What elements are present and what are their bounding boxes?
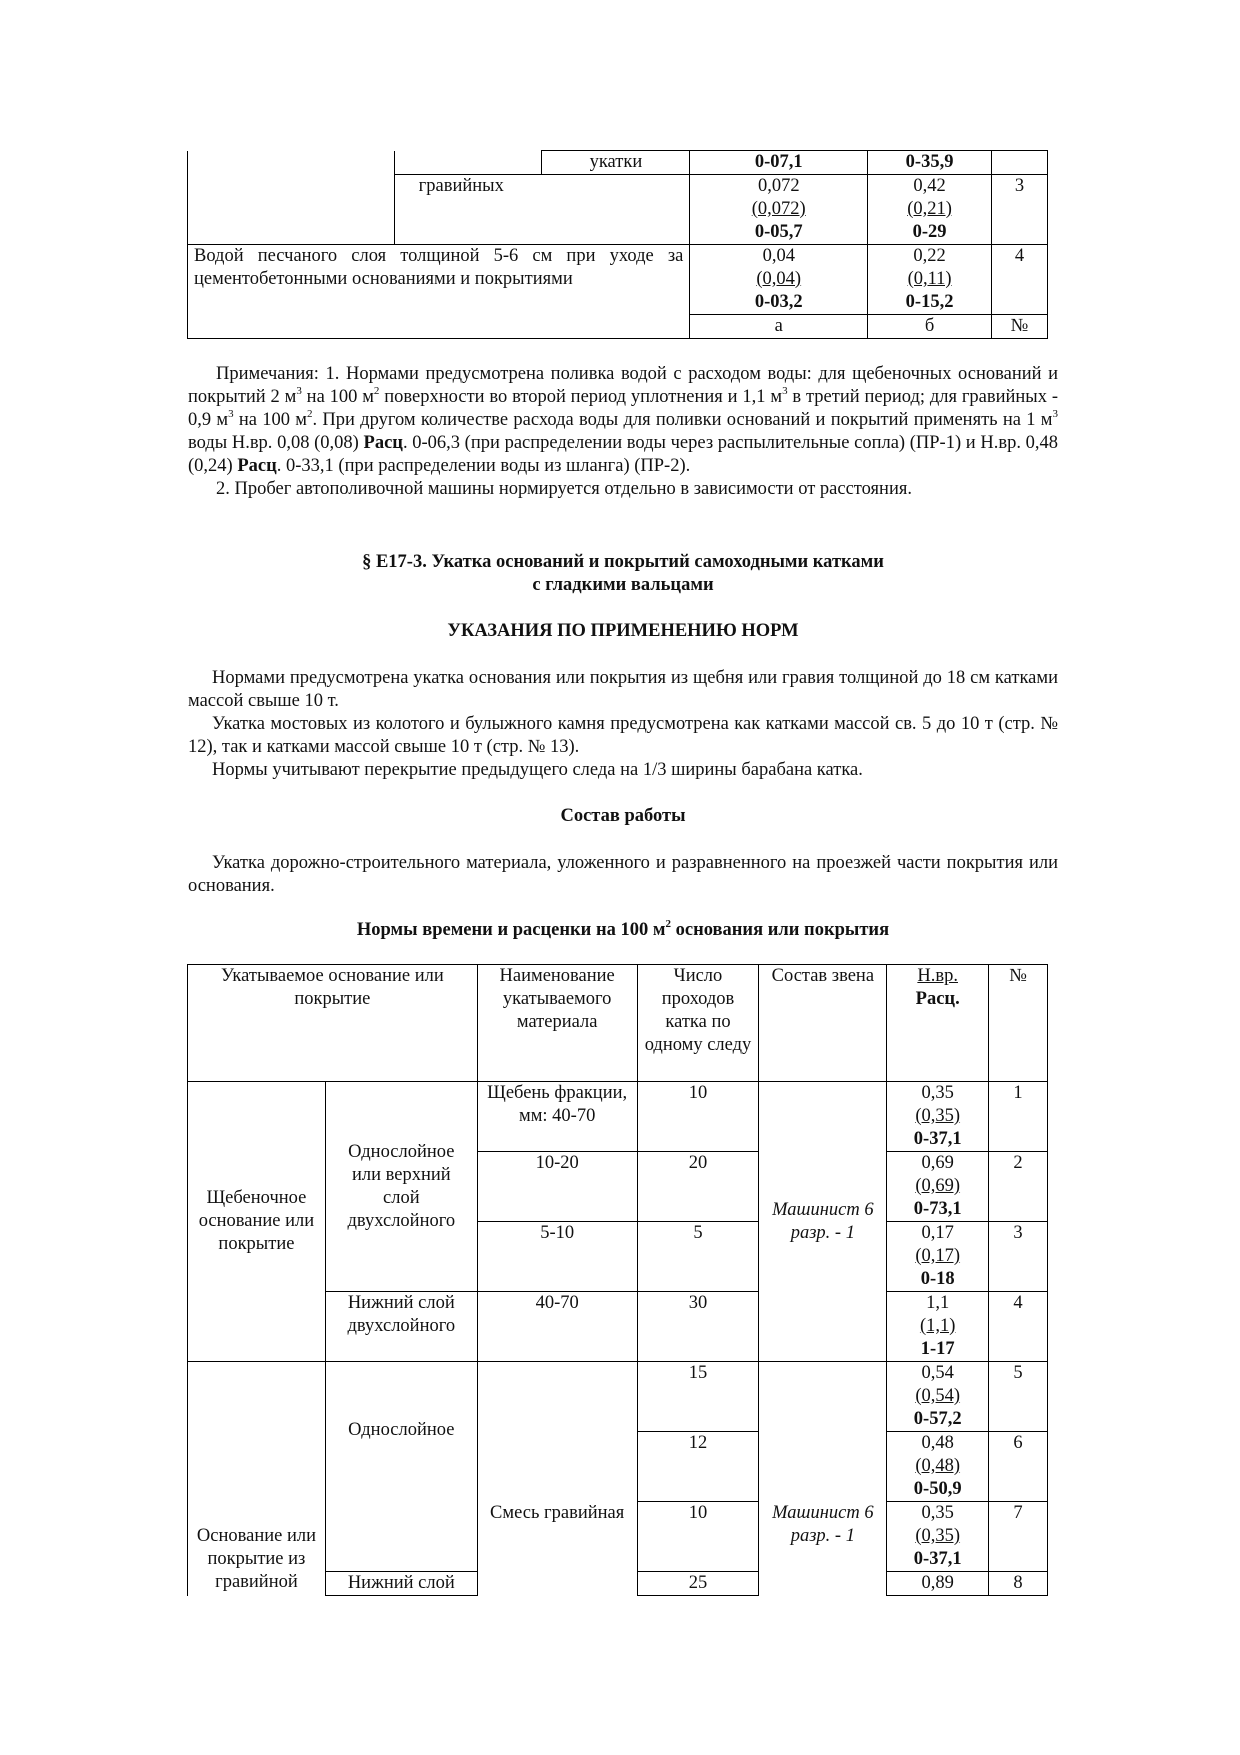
notes-block — [188, 363, 1058, 501]
nvr-value: 0,89 — [921, 1573, 954, 1593]
norm-cell — [887, 1152, 989, 1222]
row-label: укатки — [542, 151, 690, 175]
nvr-paren-value: (0,35) — [915, 1526, 961, 1546]
rasc-b: 0-35,9 — [868, 151, 992, 175]
subgroup-gravel-single: Однослойное — [325, 1362, 477, 1572]
norm-cell — [887, 1362, 989, 1432]
nvr-paren-value: (0,11) — [907, 269, 952, 289]
nvr-value: 1,1 — [926, 1293, 950, 1313]
row-label: гравийных — [394, 175, 690, 245]
material-cell: 40-70 — [477, 1292, 637, 1362]
row-number: 2 — [989, 1152, 1048, 1222]
nvr-value: 0,35 — [921, 1083, 954, 1103]
guidance-text — [188, 667, 1058, 782]
nvr-paren-value: (1,1) — [919, 1316, 956, 1336]
guidance-paragraph: Нормы учитывают перекрытие предыдущего следа на 1/3 ширины барабана катка. — [212, 760, 863, 780]
nvr-paren-value: (0,04) — [756, 269, 802, 289]
norms-heading: Нормы времени и расценки на 100 $м^2$ основания или покрытия — [356, 917, 890, 940]
row-number: 8 — [989, 1572, 1048, 1596]
table-cell-empty — [188, 315, 690, 339]
work-heading: Состав работы — [560, 806, 686, 826]
norm-cell — [887, 1082, 989, 1152]
row-number: 3 — [992, 175, 1048, 245]
rasc-value: 0-57,2 — [913, 1409, 962, 1429]
column-key-a: а — [690, 315, 868, 339]
header-rasc: Расц. — [915, 989, 960, 1009]
norm-cell — [887, 1222, 989, 1292]
rasc-value: 0-29 — [912, 222, 947, 242]
rasc-value: 0-37,1 — [913, 1549, 962, 1569]
guidance-paragraph: Укатка мостовых из колотого и булыжного камня предусмотрена как катками массой св. 5 до 10 т (стр. № 12), так и катками массой свыше 10 т (стр. № 13). — [188, 714, 1058, 757]
table-header-row — [188, 965, 1048, 1082]
header-passes: Число проходов катка по одному следу — [637, 965, 759, 1082]
row-number: 7 — [989, 1502, 1048, 1572]
header-norm — [887, 965, 989, 1082]
nvr-value: 0,17 — [921, 1223, 954, 1243]
passes-cell: 25 — [637, 1572, 759, 1596]
norm-cell — [887, 1292, 989, 1362]
material-cell: 5-10 — [477, 1222, 637, 1292]
nvr-value: 0,48 — [921, 1433, 954, 1453]
subgroup-gravel-lower: Нижний слой — [325, 1572, 477, 1596]
rasc-value: 0-05,7 — [754, 222, 803, 242]
passes-cell: 15 — [637, 1362, 759, 1432]
row-number — [992, 151, 1048, 175]
water-norms-table — [187, 150, 1048, 339]
subgroup-crushed-single: Однослойное или верхний слой двухслойного — [325, 1082, 477, 1292]
nvr-paren-value: (0,54) — [915, 1386, 961, 1406]
norm-cell-a — [690, 175, 868, 245]
nvr-paren-value: (0,48) — [915, 1456, 961, 1476]
table-cell-empty — [394, 151, 542, 175]
table-cell-empty — [188, 151, 395, 175]
subgroup-crushed-lower: Нижний слой двухслойного — [325, 1292, 477, 1362]
norm-cell — [887, 1572, 989, 1596]
nvr-paren-value: (0,35) — [915, 1106, 961, 1126]
norm-cell-b — [868, 175, 992, 245]
material-cell: Щебень фракции, мм: 40-70 — [477, 1082, 637, 1152]
nvr-paren-value: (0,21) — [907, 199, 952, 219]
nvr-value: 0,22 — [913, 246, 946, 266]
group-crushed: Щебеночное основание или покрытие — [188, 1082, 326, 1362]
norm-cell-b — [868, 245, 992, 315]
table-row — [188, 245, 1048, 315]
material-cell: 10-20 — [477, 1152, 637, 1222]
table-row — [188, 1362, 1048, 1432]
table-footer-row — [188, 315, 1048, 339]
nvr-value: 0,04 — [762, 246, 795, 266]
rasc-value: 0-03,2 — [754, 292, 803, 312]
header-num: № — [989, 965, 1048, 1082]
crew-cell: Машинист 6 разр. - 1 — [759, 1362, 887, 1596]
nvr-value: 0,42 — [913, 176, 946, 196]
work-paragraph: Укатка дорожно-строительного материала, уложенного и разравненного на проезжей части покрытия или основания. — [188, 853, 1058, 896]
passes-cell: 10 — [637, 1082, 759, 1152]
row-number: 4 — [989, 1292, 1048, 1362]
nvr-value: 0,54 — [921, 1363, 954, 1383]
nvr-paren-value: (0,072) — [751, 199, 806, 219]
row-number: 6 — [989, 1432, 1048, 1502]
guidance-heading: УКАЗАНИЯ ПО ПРИМЕНЕНИЮ НОРМ — [447, 621, 799, 641]
column-key-num: № — [992, 315, 1048, 339]
nvr-value: 0,35 — [921, 1503, 954, 1523]
rasc-a: 0-07,1 — [690, 151, 868, 175]
norm-cell — [887, 1502, 989, 1572]
column-key-b: б — [868, 315, 992, 339]
norm-cell-a — [690, 245, 868, 315]
nvr-paren-value: (0,17) — [915, 1246, 961, 1266]
header-nvr: Н.вр. — [917, 966, 958, 986]
crew-cell: Машинист 6 разр. - 1 — [759, 1082, 887, 1362]
passes-cell: 5 — [637, 1222, 759, 1292]
guidance-paragraph: Нормами предусмотрена укатка основания или покрытия из щебня или гравия толщиной до 18 см катками массой свыше 10 т. — [188, 668, 1058, 711]
note-2: 2. Пробег автополивочной машины нормируется отдельно в зависимости от расстояния. — [216, 479, 912, 499]
group-gravel: Основание или покрытие из гравийной — [188, 1362, 326, 1596]
passes-cell: 10 — [637, 1502, 759, 1572]
passes-cell: 12 — [637, 1432, 759, 1502]
nvr-value: 0,072 — [757, 176, 800, 196]
header-surface: Укатываемое основание или покрытие — [188, 965, 478, 1082]
row-number: 4 — [992, 245, 1048, 315]
row-label: Водой песчаного слоя толщиной 5-6 см при уходе за цементобетонными основаниями и покрытиями — [188, 245, 690, 315]
table-cell-empty — [188, 175, 395, 245]
rasc-value: 1-17 — [920, 1339, 955, 1359]
note-1: Примечания: 1. Нормами предусмотрена поливка водой с расходом воды: для щебеночных оснований и покрытий 2 $м^3$ на 100 $м^2$ поверхности во второй период уплотнения и 1,1 $м^3$ в третий период; для гравийных - 0,9 $м^3$ на 100 $м^2$. При другом количестве расхода воды для поливки оснований и покрытий применять на 1 $м^3$ воды Н.вр. 0,08 (0,08) Расц. 0-06,3 (при распределении воды через распылительные сопла) (ПР-1) и Н.вр. 0,48 (0,24) Расц. 0-33,1 (при распределении воды из шланга) (ПР-2). — [188, 364, 1058, 476]
passes-cell: 20 — [637, 1152, 759, 1222]
table-row — [188, 1082, 1048, 1152]
material-cell-gravel: Смесь гравийная — [477, 1362, 637, 1596]
row-number: 1 — [989, 1082, 1048, 1152]
passes-cell: 30 — [637, 1292, 759, 1362]
nvr-value: 0,69 — [921, 1153, 954, 1173]
work-text — [188, 852, 1058, 898]
rasc-value: 0-37,1 — [913, 1129, 962, 1149]
nvr-paren-value: (0,69) — [915, 1176, 961, 1196]
row-number: 5 — [989, 1362, 1048, 1432]
row-number: 3 — [989, 1222, 1048, 1292]
rasc-value: 0-73,1 — [913, 1199, 962, 1219]
section-title: § Е17-3. Укатка оснований и покрытий самоходными катками с гладкими вальцами — [362, 552, 884, 595]
norm-cell — [887, 1432, 989, 1502]
header-material: Наименование укатываемого материала — [477, 965, 637, 1082]
rasc-value: 0-15,2 — [905, 292, 954, 312]
rasc-value: 0-18 — [920, 1269, 955, 1289]
rolling-norms-table — [187, 964, 1048, 1596]
header-crew: Состав звена — [759, 965, 887, 1082]
table-row — [188, 175, 1048, 245]
rasc-value: 0-50,9 — [913, 1479, 962, 1499]
